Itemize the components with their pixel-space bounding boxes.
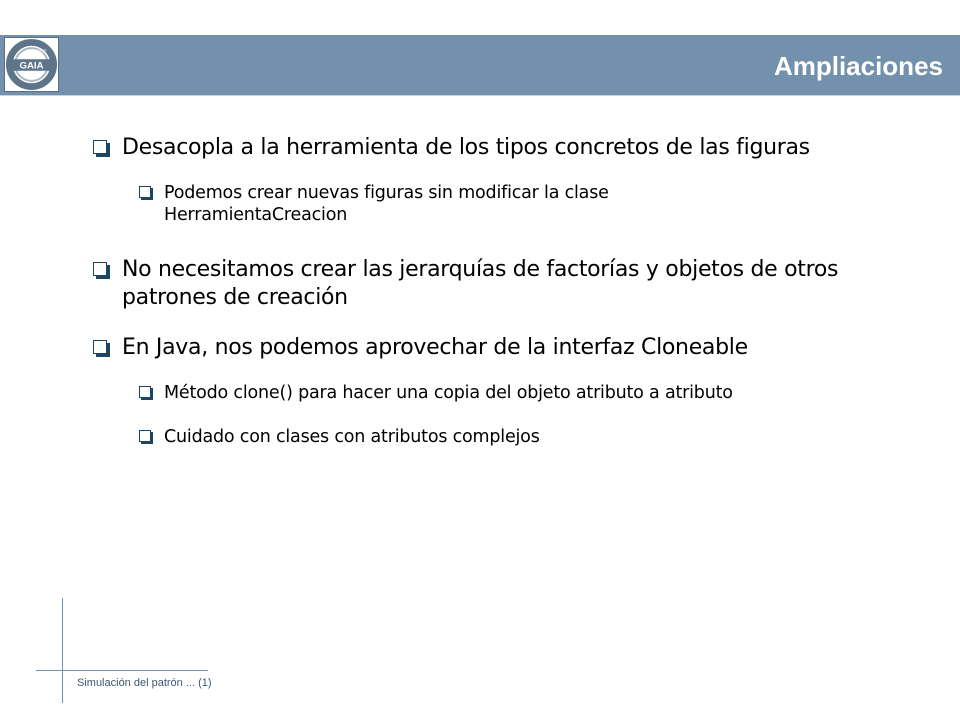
square-bullet-icon xyxy=(139,430,151,442)
sub-bullet-item xyxy=(139,182,609,226)
bullet-text xyxy=(122,256,838,312)
gaia-logo-icon xyxy=(5,38,58,91)
gaia-logo xyxy=(4,37,59,92)
bullet-text xyxy=(122,334,748,362)
sub-bullet-line: Podemos crear nuevas figuras sin modificar la clase xyxy=(164,183,609,203)
sub-bullet-text xyxy=(164,426,540,448)
bullet-text xyxy=(122,134,810,162)
sub-bullet-text xyxy=(164,382,733,404)
sub-bullet-line: Método clone() para hacer una copia del objeto atributo a atributo xyxy=(164,383,733,403)
square-bullet-icon xyxy=(139,386,151,398)
logo-subtext: GROUP xyxy=(28,49,47,55)
square-bullet-icon xyxy=(93,140,107,154)
sub-bullet-text xyxy=(164,182,609,226)
bullet-line: Desacopla a la herramienta de los tipos concretos de las figuras xyxy=(122,135,810,160)
square-bullet-icon xyxy=(93,340,107,354)
sub-bullet-item xyxy=(139,382,733,404)
footer-horizontal-rule xyxy=(36,670,208,671)
sub-bullet-line: Cuidado con clases con atributos complejos xyxy=(164,427,540,447)
bullet-line: En Java, nos podemos aprovechar de la interfaz Cloneable xyxy=(122,335,748,360)
bullet-item xyxy=(93,256,838,312)
footer-text: Simulación del patrón ... (1) xyxy=(77,677,212,689)
footer-vertical-rule xyxy=(62,598,63,703)
sub-bullet-item xyxy=(139,426,540,448)
header-divider xyxy=(0,95,960,96)
bullet-line: No necesitamos crear las jerarquías de factorías y objetos de otros xyxy=(122,257,839,282)
square-bullet-icon xyxy=(139,186,151,198)
sub-bullet-line: HerramientaCreacion xyxy=(164,205,348,225)
bullet-line: patrones de creación xyxy=(122,285,348,310)
square-bullet-icon xyxy=(93,262,107,276)
bullet-item xyxy=(93,134,810,162)
logo-text: GAIA xyxy=(19,60,44,72)
slide-title: Ampliaciones xyxy=(773,51,943,81)
bullet-item xyxy=(93,334,748,362)
